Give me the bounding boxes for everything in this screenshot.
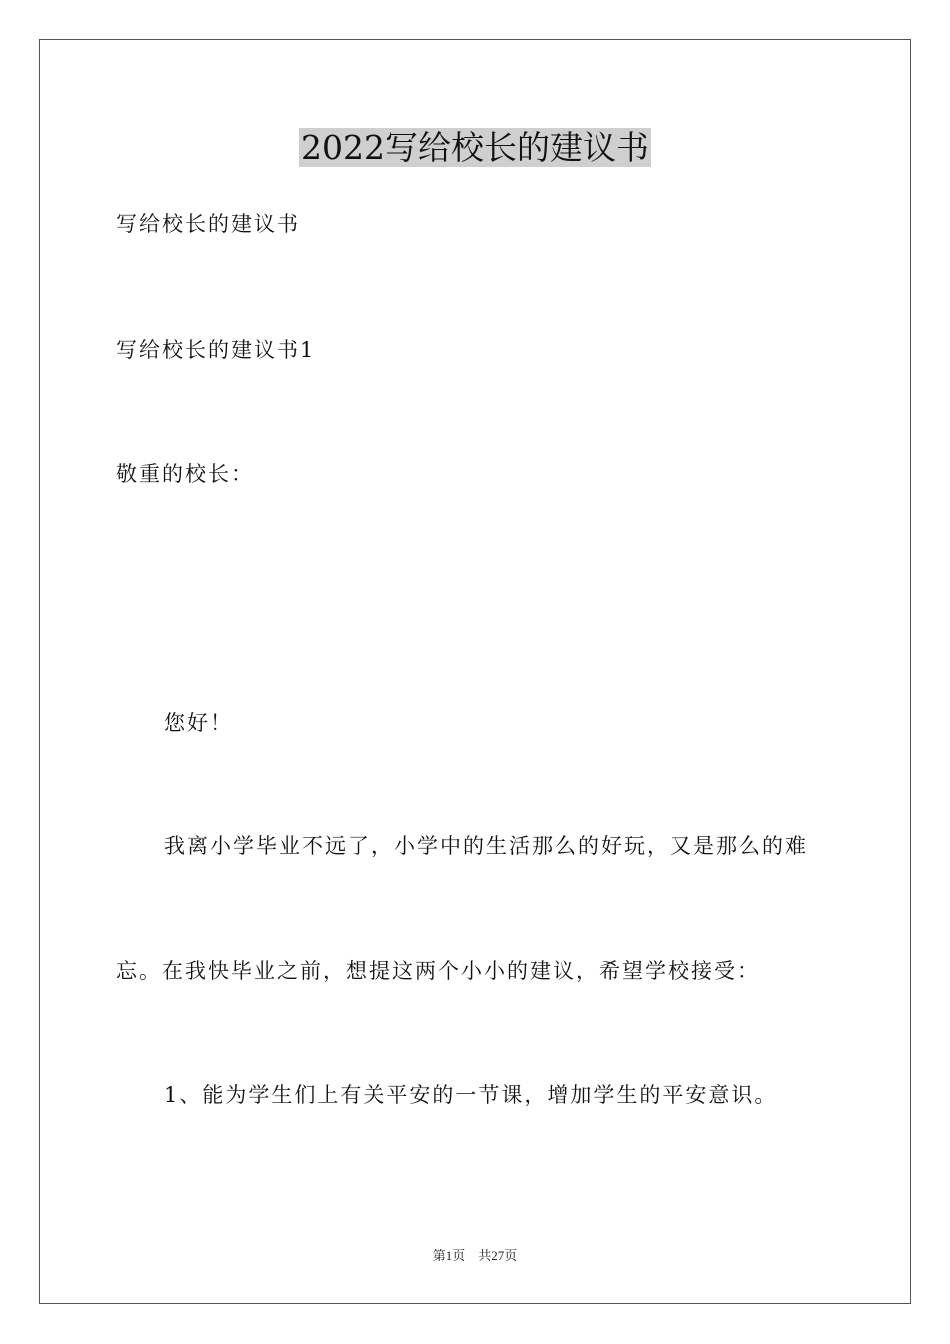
salutation: 敬重的校长： [116, 462, 254, 486]
greeting: 您好！ [164, 711, 233, 735]
document-subtitle: 写给校长的建议书 [116, 212, 300, 236]
page-footer [0, 1247, 950, 1265]
document-title-text: 2022写给校长的建议书 [301, 128, 649, 167]
list-item-1: 1、能为学生们上有关平安的一节课，增加学生的平安意识。 [164, 1083, 778, 1107]
document-title [0, 127, 950, 169]
section-heading: 写给校长的建议书1 [116, 338, 316, 362]
paragraph-1-line-2: 忘。在我快毕业之前，想提这两个小小的建议，希望学校接受： [116, 959, 760, 983]
paragraph-1-line-1: 我离小学毕业不远了，小学中的生活那么的好玩，又是那么的难 [164, 834, 808, 858]
page-number: 第1页 共27页 [432, 1248, 518, 1263]
